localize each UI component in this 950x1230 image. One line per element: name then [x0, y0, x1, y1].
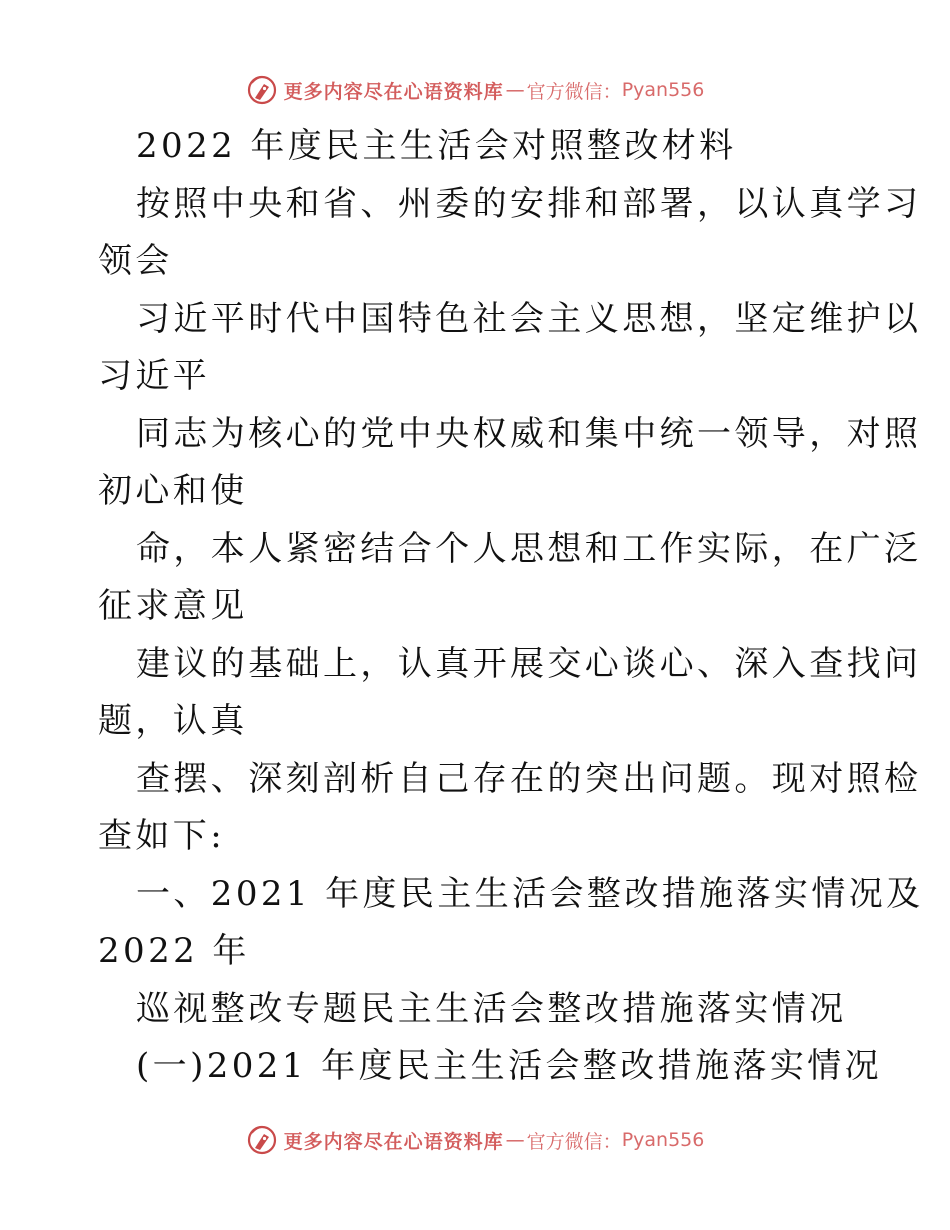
watermark-account: Pyan556 — [621, 79, 705, 101]
paragraph-line: 领会 — [98, 241, 173, 281]
watermark-official-label: 官方微信： — [526, 80, 622, 103]
section-heading-line: 2022 年 — [98, 931, 250, 971]
watermark-dash: — — [505, 1129, 525, 1151]
paragraph-line: 初心和使 — [98, 471, 248, 511]
paragraph-line: 命，本人紧密结合个人思想和工作实际，在广泛 — [136, 528, 922, 569]
paragraph-line: 同志为核心的党中央权威和集中统一领导，对照 — [136, 413, 922, 454]
watermark-footer — [0, 1120, 950, 1160]
watermark-dash: — — [505, 79, 525, 101]
document-body — [98, 118, 924, 1096]
paragraph-line: 查摆、深刻剖析自己存在的突出问题。现对照检 — [136, 758, 922, 799]
paragraph-line: 建议的基础上，认真开展交心谈心、深入查找问 — [136, 643, 922, 684]
pen-nib-circle-icon — [246, 74, 278, 106]
watermark-official-label: 官方微信： — [526, 1130, 622, 1153]
paragraph-line: 按照中央和省、州委的安排和部署，以认真学习 — [136, 183, 922, 224]
paragraph-line: 习近平时代中国特色社会主义思想，坚定维护以 — [136, 298, 922, 339]
paragraph-line: 征求意见 — [98, 586, 248, 626]
section-heading-line: 巡视整改专题民主生活会整改措施落实情况 — [136, 988, 847, 1029]
pen-nib-circle-icon — [246, 1124, 278, 1156]
paragraph-line: 查如下: — [98, 816, 226, 856]
watermark-text: 更多内容尽在心语资料库 — [283, 80, 504, 103]
watermark-account: Pyan556 — [621, 1129, 705, 1151]
watermark-header — [0, 70, 950, 110]
paragraph-line: 题，认真 — [98, 701, 248, 741]
watermark-text: 更多内容尽在心语资料库 — [283, 1130, 504, 1153]
paragraph-line: 习近平 — [98, 356, 211, 396]
section-heading-line: 一、2021 年度民主生活会整改措施落实情况及 — [136, 873, 924, 914]
document-title: 2022 年度民主生活会对照整改材料 — [136, 126, 737, 166]
subsection-heading-line: (一)2021 年度民主生活会整改措施落实情况 — [136, 1046, 883, 1086]
